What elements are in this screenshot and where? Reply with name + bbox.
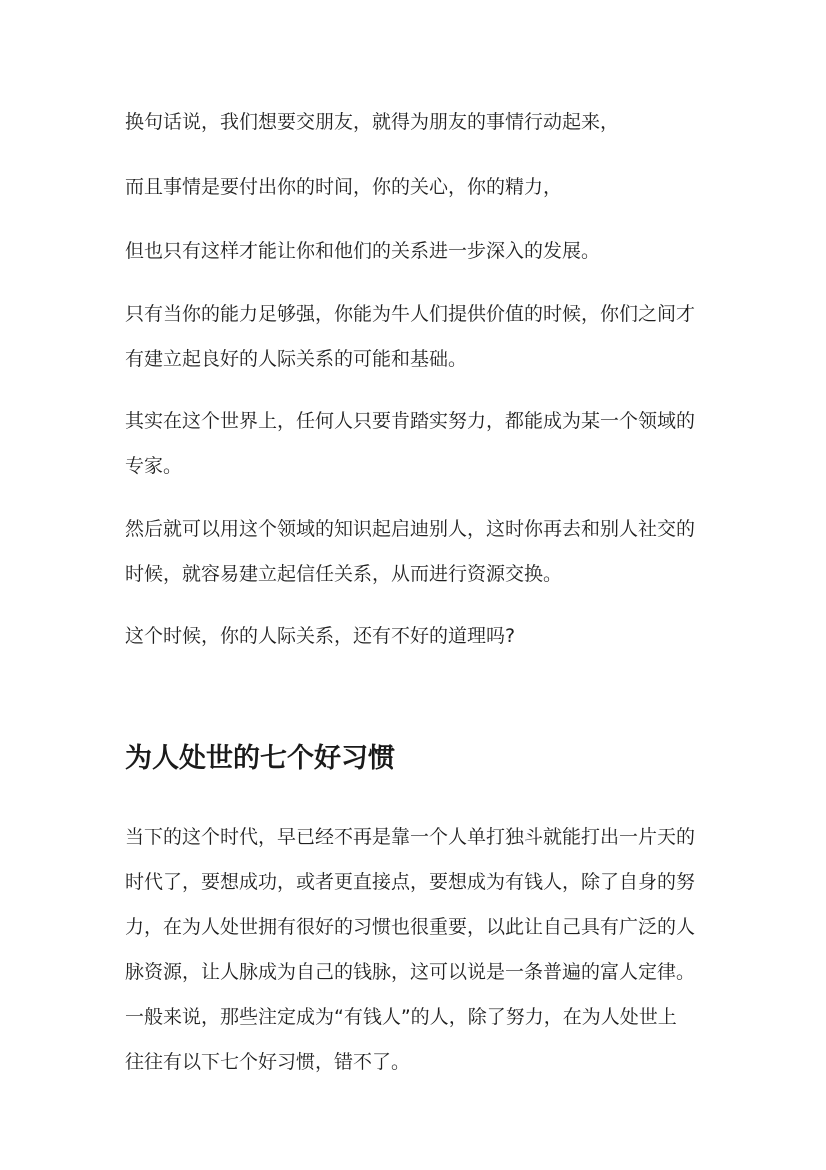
section-heading: 为人处世的七个好习惯 (125, 743, 395, 774)
paragraph-line: 往往有以下七个好习惯，错不了。 (125, 1051, 411, 1073)
paragraph-line: 其实在这个世界上，任何人只要肯踏实努力，都能成为某一个领域的 (125, 410, 696, 432)
paragraph-line: 但也只有这样才能让你和他们的关系进一步深入的发展。 (125, 240, 601, 262)
paragraph (125, 292, 715, 382)
paragraph-line: 当下的这个时代，早已经不再是靠一个人单打独斗就能打出一片天的 (125, 826, 696, 848)
paragraph-line: 有建立起良好的人际关系的可能和基础。 (125, 348, 468, 370)
paragraph-line: 只有当你的能力足够强，你能为牛人们提供价值的时候，你们之间才 (125, 303, 696, 325)
paragraph-line: 时候，就容易建立起信任关系，从而进行资源交换。 (125, 563, 563, 585)
paragraph (125, 614, 715, 659)
paragraph (125, 815, 715, 1085)
paragraph-line: 然后就可以用这个领域的知识起启迪别人，这时你再去和别人社交的 (125, 518, 696, 540)
paragraph-line: 力，在为人处世拥有很好的习惯也很重要，以此让自己具有广泛的人 (125, 916, 696, 938)
paragraph-line: 一般来说，那些注定成为“有钱人”的人，除了努力，在为人处世上 (125, 1006, 677, 1028)
paragraph (125, 399, 715, 489)
paragraph (125, 100, 715, 145)
paragraph-line: 专家。 (125, 455, 183, 477)
paragraph-line: 脉资源，让人脉成为自己的钱脉，这可以说是一条普遍的富人定律。 (125, 961, 696, 983)
paragraph (125, 165, 715, 210)
paragraph (125, 229, 715, 274)
paragraph-line: 时代了，要想成功，或者更直接点，要想成为有钱人，除了自身的努 (125, 871, 696, 893)
paragraph-line: 这个时候，你的人际关系，还有不好的道理吗? (125, 625, 516, 647)
paragraph-line: 而且事情是要付出你的时间，你的关心，你的精力， (125, 176, 563, 198)
paragraph-line: 换句话说，我们想要交朋友，就得为朋友的事情行动起来， (125, 111, 620, 133)
paragraph (125, 507, 715, 597)
